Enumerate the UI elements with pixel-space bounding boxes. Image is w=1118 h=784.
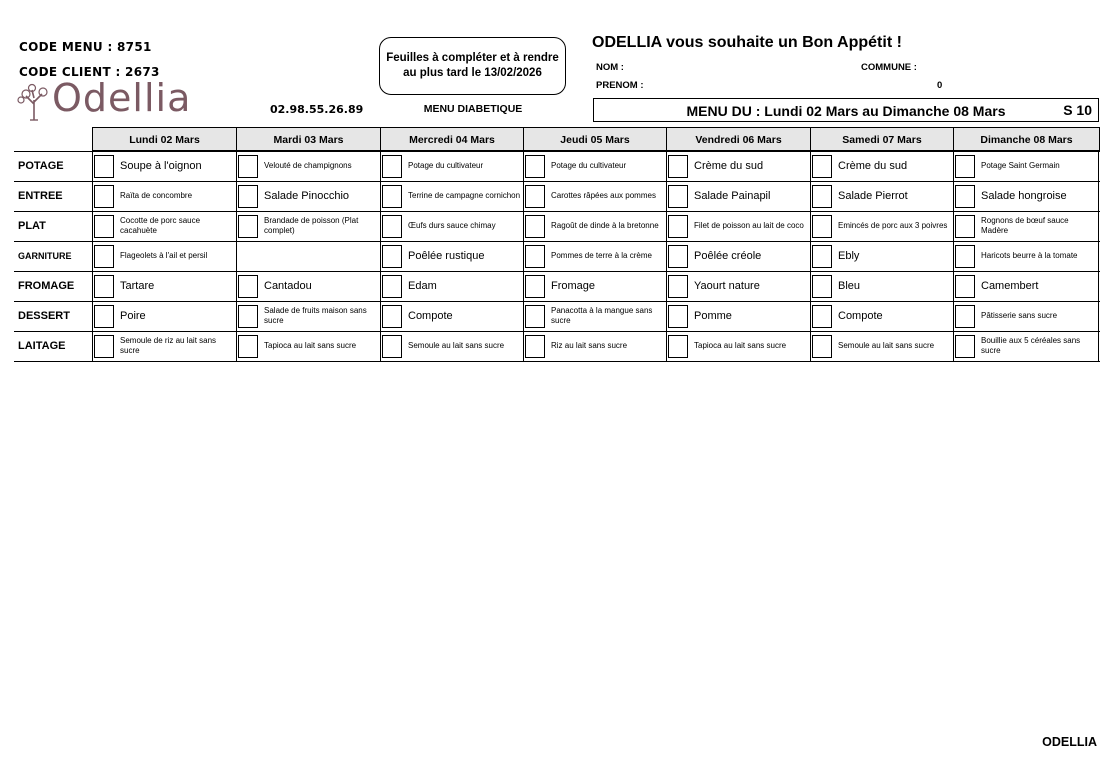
dish-name: Fromage bbox=[551, 280, 596, 292]
row-divider bbox=[14, 211, 1100, 212]
day-header: Mardi 03 Mars bbox=[236, 127, 380, 151]
dish-name: Crème du sud bbox=[694, 160, 764, 172]
meal-checkbox[interactable] bbox=[525, 305, 545, 328]
meal-checkbox[interactable] bbox=[668, 185, 688, 208]
menu-cell bbox=[236, 181, 380, 211]
category-label: PLAT bbox=[18, 220, 46, 232]
day-header: Mercredi 04 Mars bbox=[380, 127, 523, 151]
day-header: Lundi 02 Mars bbox=[92, 127, 236, 151]
dish-name: Salade Pierrot bbox=[838, 190, 908, 202]
menu-cell bbox=[666, 211, 810, 241]
meal-checkbox[interactable] bbox=[955, 305, 975, 328]
dish-name: Salade Pinocchio bbox=[264, 190, 350, 202]
meal-checkbox[interactable] bbox=[812, 185, 832, 208]
footer-brand: ODELLIA bbox=[1042, 735, 1097, 749]
meal-checkbox[interactable] bbox=[94, 215, 114, 238]
dish-name: Cocotte de porc sauce cacahuète bbox=[120, 216, 201, 235]
dish-name: Riz au lait sans sucre bbox=[551, 341, 628, 350]
row-divider bbox=[14, 181, 1100, 182]
menu-cell bbox=[953, 331, 1098, 361]
commune-label: COMMUNE : bbox=[861, 62, 917, 73]
logo-wordmark: Odellia bbox=[52, 76, 192, 120]
meal-checkbox[interactable] bbox=[525, 185, 545, 208]
menu-cell bbox=[810, 181, 953, 211]
dish-name: Bouillie aux 5 céréales sans sucre bbox=[981, 336, 1081, 355]
dish-name: Tapioca au lait sans sucre bbox=[264, 341, 357, 350]
menu-cell bbox=[92, 271, 236, 301]
menu-cell bbox=[810, 151, 953, 181]
category-label: DESSERT bbox=[18, 310, 70, 322]
column-divider bbox=[1098, 151, 1099, 361]
column-divider bbox=[92, 151, 93, 361]
meal-checkbox[interactable] bbox=[668, 305, 688, 328]
dish-name: Potage du cultivateur bbox=[408, 161, 484, 170]
menu-cell bbox=[523, 331, 666, 361]
menu-cell bbox=[380, 241, 523, 271]
menu-cell bbox=[380, 271, 523, 301]
row-divider bbox=[14, 301, 1100, 302]
meal-checkbox[interactable] bbox=[525, 155, 545, 178]
column-divider bbox=[523, 151, 524, 361]
meal-checkbox[interactable] bbox=[94, 245, 114, 268]
day-header: Samedi 07 Mars bbox=[810, 127, 953, 151]
dish-name: Semoule au lait sans sucre bbox=[838, 341, 935, 350]
meal-checkbox[interactable] bbox=[238, 185, 258, 208]
menu-cell bbox=[380, 181, 523, 211]
menu-cell bbox=[380, 331, 523, 361]
column-divider bbox=[953, 151, 954, 361]
dish-name: Flageolets à l'ail et persil bbox=[120, 251, 208, 260]
menu-cell bbox=[380, 151, 523, 181]
meal-checkbox[interactable] bbox=[812, 215, 832, 238]
row-divider bbox=[14, 151, 1100, 152]
day-header: Jeudi 05 Mars bbox=[523, 127, 666, 151]
dish-name: Salade hongroise bbox=[981, 190, 1067, 202]
menu-cell bbox=[523, 211, 666, 241]
meal-checkbox[interactable] bbox=[382, 275, 402, 298]
menu-cell bbox=[523, 301, 666, 331]
meal-checkbox[interactable] bbox=[955, 275, 975, 298]
dish-name: Salade de fruits maison sans sucre bbox=[264, 306, 367, 325]
meal-checkbox[interactable] bbox=[238, 275, 258, 298]
menu-cell bbox=[810, 241, 953, 271]
meal-checkbox[interactable] bbox=[812, 305, 832, 328]
menu-cell bbox=[523, 271, 666, 301]
dish-name: Ebly bbox=[838, 250, 860, 262]
menu-cell bbox=[810, 211, 953, 241]
meal-checkbox[interactable] bbox=[812, 155, 832, 178]
meal-checkbox[interactable] bbox=[238, 155, 258, 178]
menu-cell bbox=[92, 211, 236, 241]
menu-cell bbox=[666, 331, 810, 361]
category-label: FROMAGE bbox=[18, 280, 75, 292]
dish-name: Raïta de concombre bbox=[120, 191, 193, 200]
meal-checkbox[interactable] bbox=[382, 335, 402, 358]
dish-name: Poire bbox=[120, 310, 146, 322]
code-client: CODE CLIENT : 2673 bbox=[19, 65, 160, 79]
day-header: Dimanche 08 Mars bbox=[953, 127, 1100, 151]
meal-checkbox[interactable] bbox=[238, 215, 258, 238]
meal-checkbox[interactable] bbox=[955, 215, 975, 238]
dish-name: Brandade de poisson (Plat complet) bbox=[264, 216, 359, 235]
menu-cell bbox=[236, 271, 380, 301]
menu-title-box bbox=[593, 98, 1099, 122]
menu-cell bbox=[92, 151, 236, 181]
row-divider bbox=[14, 271, 1100, 272]
deadline-notice-text: Feuilles à compléter et à rendre au plus tard le 13/02/2026 bbox=[386, 52, 559, 79]
menu-cell bbox=[236, 331, 380, 361]
phone-number: 02.98.55.26.89 bbox=[270, 103, 364, 116]
menu-cell bbox=[380, 301, 523, 331]
dish-name: Cantadou bbox=[264, 280, 312, 292]
menu-cell bbox=[380, 211, 523, 241]
meal-checkbox[interactable] bbox=[668, 215, 688, 238]
week-number: S 10 bbox=[1063, 102, 1092, 118]
meal-checkbox[interactable] bbox=[812, 335, 832, 358]
meal-checkbox[interactable] bbox=[812, 245, 832, 268]
menu-cell bbox=[236, 151, 380, 181]
dish-name: Camembert bbox=[981, 280, 1039, 292]
menu-cell bbox=[666, 301, 810, 331]
dish-name: Tapioca au lait sans sucre bbox=[694, 341, 787, 350]
dish-name: Panacotta à la mangue sans sucre bbox=[551, 306, 653, 325]
meal-checkbox[interactable] bbox=[238, 335, 258, 358]
category-label: GARNITURE bbox=[18, 251, 72, 261]
dish-name: Pâtisserie sans sucre bbox=[981, 311, 1058, 320]
meal-checkbox[interactable] bbox=[525, 215, 545, 238]
meal-checkbox[interactable] bbox=[382, 155, 402, 178]
meal-checkbox[interactable] bbox=[94, 335, 114, 358]
meal-checkbox[interactable] bbox=[668, 275, 688, 298]
dish-name: Poêlée créole bbox=[694, 250, 762, 262]
meal-checkbox[interactable] bbox=[955, 155, 975, 178]
prenom-label: PRENOM : bbox=[596, 80, 644, 91]
meal-checkbox[interactable] bbox=[955, 185, 975, 208]
row-divider bbox=[14, 361, 1100, 362]
menu-cell bbox=[92, 241, 236, 271]
meal-checkbox[interactable] bbox=[94, 155, 114, 178]
dish-name: Pommes de terre à la crème bbox=[551, 251, 652, 260]
dish-name: Crème du sud bbox=[838, 160, 908, 172]
meal-checkbox[interactable] bbox=[382, 185, 402, 208]
meal-checkbox[interactable] bbox=[812, 275, 832, 298]
deadline-notice bbox=[379, 37, 566, 95]
menu-type: MENU DIABETIQUE bbox=[423, 103, 523, 115]
column-divider bbox=[666, 151, 667, 361]
menu-cell bbox=[953, 181, 1098, 211]
category-label: ENTREE bbox=[18, 190, 63, 202]
dish-name: Emincés de porc aux 3 poivres bbox=[838, 221, 948, 230]
column-divider bbox=[810, 151, 811, 361]
dish-name: Carottes râpées aux pommes bbox=[551, 191, 656, 200]
dish-name: Salade Painapil bbox=[694, 190, 771, 202]
menu-cell bbox=[666, 151, 810, 181]
odellia-logo bbox=[14, 76, 214, 126]
welcome-message: ODELLIA vous souhaite un Bon Appétit ! bbox=[592, 34, 902, 51]
column-divider bbox=[380, 151, 381, 361]
day-header: Vendredi 06 Mars bbox=[666, 127, 810, 151]
dish-name: Semoule de riz au lait sans sucre bbox=[120, 336, 217, 355]
menu-title: MENU DU : Lundi 02 Mars au Dimanche 08 Mars bbox=[686, 103, 1006, 119]
dish-name: Yaourt nature bbox=[694, 280, 760, 292]
meal-checkbox[interactable] bbox=[668, 155, 688, 178]
meal-checkbox[interactable] bbox=[668, 335, 688, 358]
menu-cell bbox=[810, 271, 953, 301]
meal-checkbox[interactable] bbox=[955, 335, 975, 358]
meal-checkbox[interactable] bbox=[668, 245, 688, 268]
menu-cell bbox=[92, 331, 236, 361]
menu-cell bbox=[953, 211, 1098, 241]
meal-checkbox[interactable] bbox=[382, 305, 402, 328]
dish-name: Soupe à l'oignon bbox=[120, 160, 202, 172]
menu-cell bbox=[523, 151, 666, 181]
menu-cell bbox=[666, 271, 810, 301]
dish-name: Tartare bbox=[120, 280, 155, 292]
meal-checkbox[interactable] bbox=[955, 245, 975, 268]
menu-cell bbox=[523, 181, 666, 211]
meal-checkbox[interactable] bbox=[238, 305, 258, 328]
menu-cell bbox=[92, 301, 236, 331]
row-divider bbox=[14, 331, 1100, 332]
dish-name: Potage du cultivateur bbox=[551, 161, 627, 170]
meal-checkbox[interactable] bbox=[525, 245, 545, 268]
dish-name: Ragoût de dinde à la bretonne bbox=[551, 221, 659, 230]
menu-cell bbox=[810, 331, 953, 361]
meal-checkbox[interactable] bbox=[525, 335, 545, 358]
menu-cell bbox=[953, 151, 1098, 181]
dish-name: Potage Saint Germain bbox=[981, 161, 1060, 170]
dish-name: Compote bbox=[838, 310, 883, 322]
category-label: LAITAGE bbox=[18, 340, 66, 352]
menu-cell bbox=[236, 301, 380, 331]
meal-checkbox[interactable] bbox=[94, 185, 114, 208]
menu-cell bbox=[810, 301, 953, 331]
row-divider bbox=[14, 241, 1100, 242]
menu-cell bbox=[666, 241, 810, 271]
column-divider bbox=[236, 151, 237, 361]
menu-cell bbox=[236, 211, 380, 241]
dish-name: Semoule au lait sans sucre bbox=[408, 341, 505, 350]
nom-label: NOM : bbox=[596, 62, 624, 73]
dish-name: Œufs durs sauce chimay bbox=[408, 221, 496, 230]
dish-name: Terrine de campagne cornichon bbox=[408, 191, 521, 200]
dish-name: Bleu bbox=[838, 280, 861, 292]
dish-name: Edam bbox=[408, 280, 437, 292]
dish-name: Compote bbox=[408, 310, 453, 322]
tree-icon bbox=[14, 82, 54, 122]
dish-name: Filet de poisson au lait de coco bbox=[694, 221, 804, 230]
menu-cell bbox=[953, 241, 1098, 271]
meal-checkbox[interactable] bbox=[94, 305, 114, 328]
dish-name: Pomme bbox=[694, 310, 732, 322]
menu-cell bbox=[953, 271, 1098, 301]
menu-cell bbox=[953, 301, 1098, 331]
category-label: POTAGE bbox=[18, 160, 64, 172]
dish-name: Haricots beurre à la tomate bbox=[981, 251, 1078, 260]
menu-cell bbox=[666, 181, 810, 211]
meal-checkbox[interactable] bbox=[525, 275, 545, 298]
menu-cell bbox=[523, 241, 666, 271]
dish-name: Velouté de champignons bbox=[264, 161, 352, 170]
dish-name: Rognons de bœuf sauce Madère bbox=[981, 216, 1069, 235]
menu-cell bbox=[92, 181, 236, 211]
meal-checkbox[interactable] bbox=[94, 275, 114, 298]
meal-checkbox[interactable] bbox=[382, 215, 402, 238]
count-value: 0 bbox=[937, 80, 943, 91]
code-menu: CODE MENU : 8751 bbox=[19, 40, 152, 54]
dish-name: Poêlée rustique bbox=[408, 250, 485, 262]
meal-checkbox[interactable] bbox=[382, 245, 402, 268]
